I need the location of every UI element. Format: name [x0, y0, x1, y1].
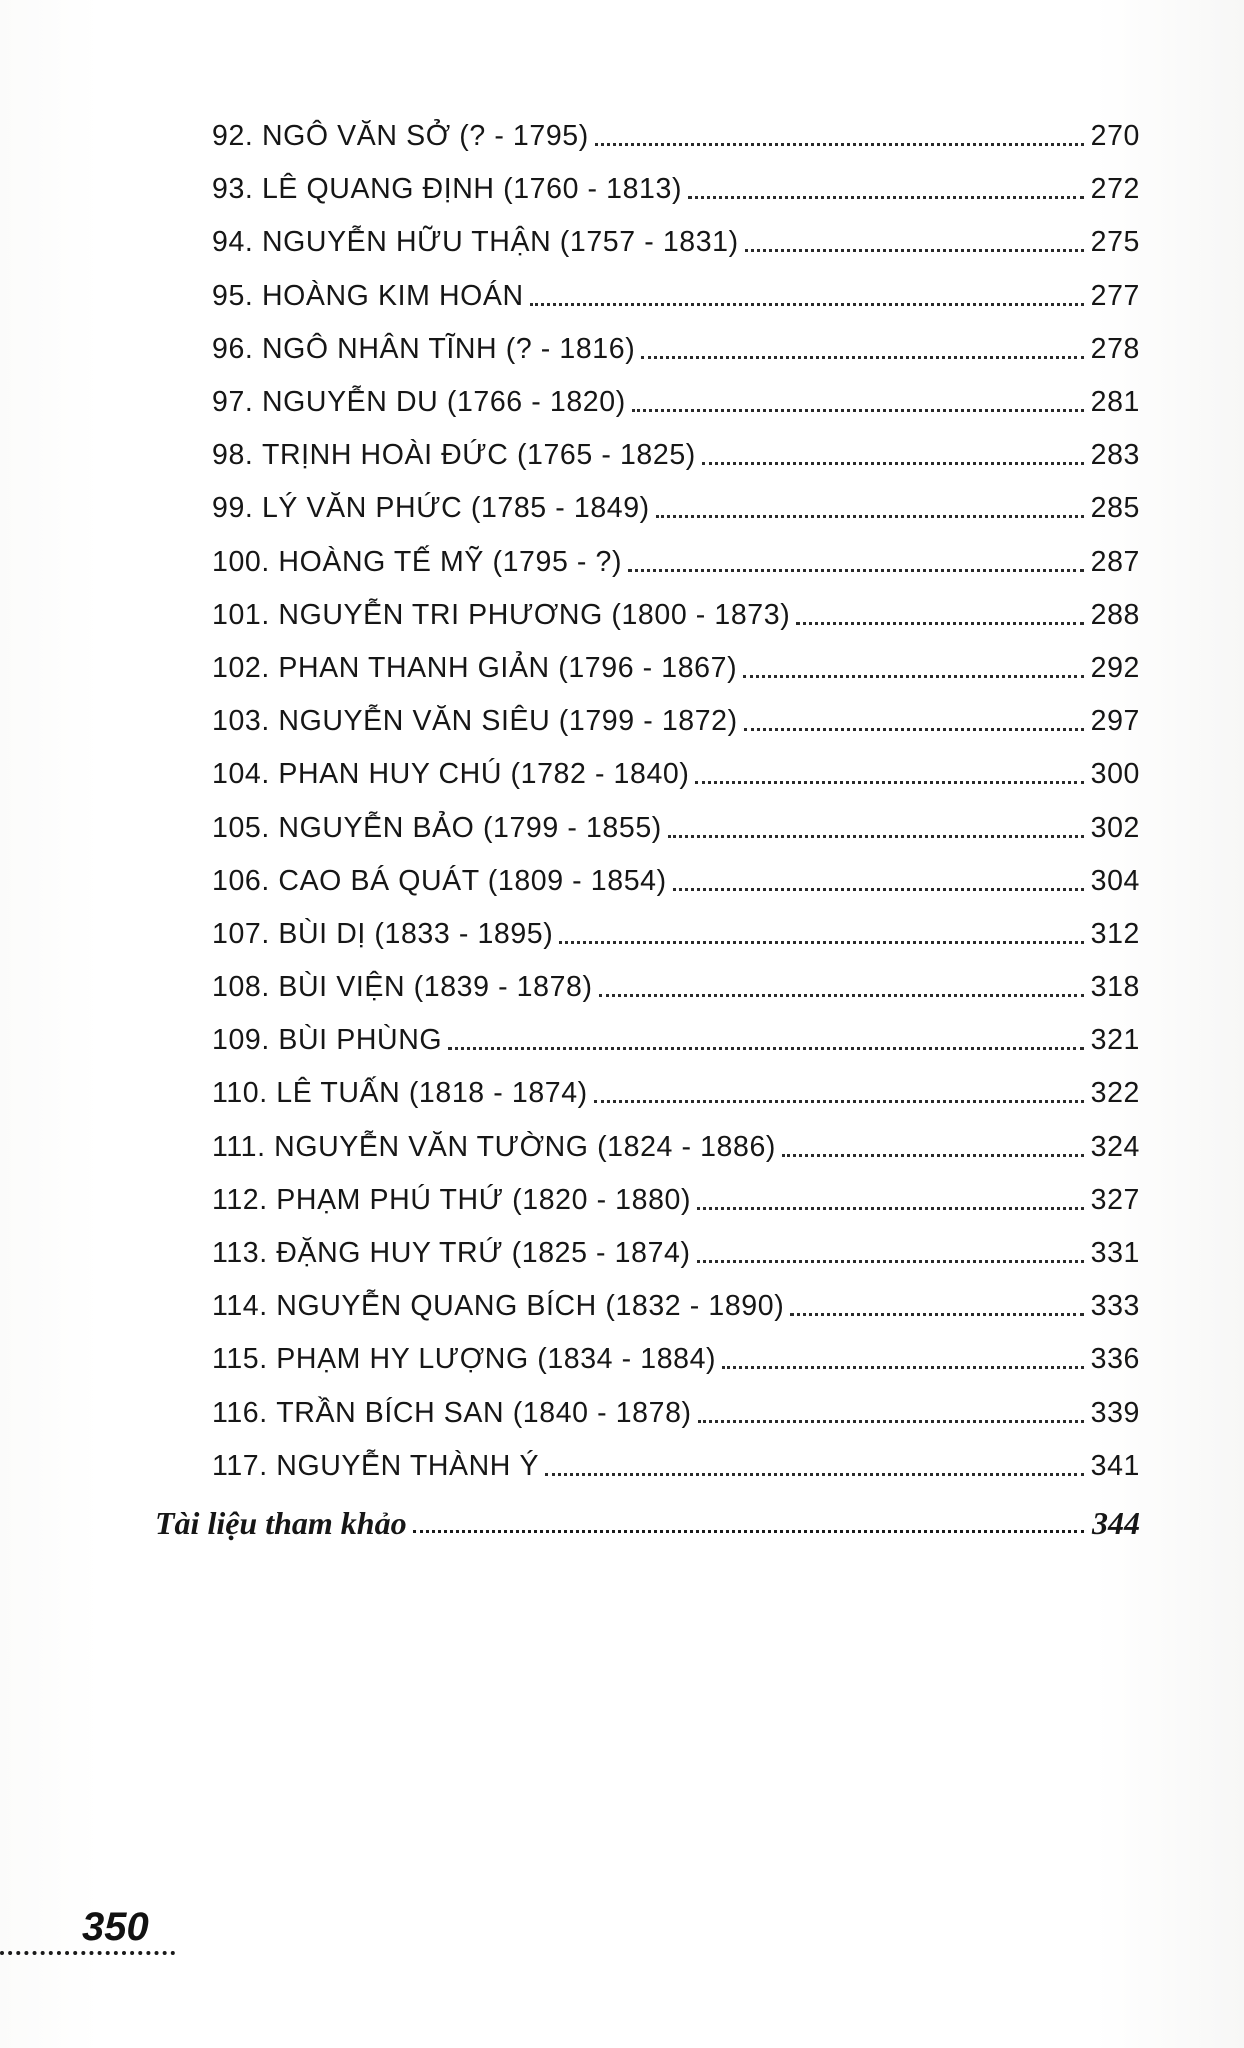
toc-leader-dots: [641, 356, 1084, 359]
toc-entry-number: 106.: [212, 864, 279, 897]
toc-entry-title: LÊ QUANG ĐỊNH (1760 - 1813): [261, 173, 683, 206]
toc-entry-page: 321: [1090, 1024, 1140, 1057]
footer-leader-dots: [0, 1951, 175, 1955]
toc-leader-dots: [697, 1260, 1084, 1263]
toc-leader-dots: [656, 515, 1084, 518]
toc-entry-number: 113.: [212, 1237, 277, 1270]
toc-entry: [0, 748, 1140, 801]
toc-entry-title: NGUYỄN DU (1766 - 1820): [261, 386, 626, 419]
toc-entry-title: PHẠM HY LƯỢNG (1834 - 1884): [276, 1343, 717, 1376]
toc-entry-number: 97.: [212, 386, 262, 419]
toc-entry: [0, 1067, 1140, 1120]
toc-entry-number: 108.: [212, 971, 279, 1004]
toc-leader-dots: [413, 1530, 1084, 1533]
toc-entry: [0, 1280, 1140, 1333]
toc-entry-title: HOÀNG KIM HOÁN: [261, 279, 524, 312]
toc-entry: [0, 482, 1140, 535]
toc-entry: [0, 429, 1140, 482]
toc-leader-dots: [599, 994, 1084, 997]
toc-entry: [0, 110, 1140, 163]
toc-entry-page: 277: [1090, 279, 1140, 312]
toc-entry-page: 297: [1090, 705, 1140, 738]
toc-leader-dots: [790, 1313, 1084, 1316]
toc-leader-dots: [722, 1366, 1084, 1369]
toc-entry-page: 312: [1090, 917, 1140, 950]
toc-entry-number: 95.: [212, 279, 262, 312]
toc-entry-page: 333: [1090, 1290, 1140, 1323]
toc-entry: [0, 695, 1140, 748]
toc-leader-dots: [695, 781, 1084, 784]
toc-entry-title: BÙI DỊ (1833 - 1895): [278, 917, 554, 950]
toc-entry-number: 98.: [212, 439, 262, 472]
toc-leader-dots: [595, 143, 1084, 146]
toc-references-entry: [0, 1493, 1140, 1555]
toc-entry: [0, 163, 1140, 216]
toc-entry-number: 114.: [212, 1290, 277, 1323]
toc-entry-title: NGUYỄN VĂN SIÊU (1799 - 1872): [278, 705, 738, 738]
toc-entry-title: ĐẶNG HUY TRỨ (1825 - 1874): [276, 1237, 691, 1270]
toc-leader-dots: [743, 675, 1084, 678]
toc-entry: [0, 536, 1140, 589]
toc-entry: [0, 216, 1140, 269]
table-of-contents: [0, 110, 1244, 1555]
toc-entry-title: HOÀNG TẾ MỸ (1795 - ?): [278, 545, 623, 578]
toc-entry: [0, 801, 1140, 854]
toc-entry-number: 104.: [212, 758, 279, 791]
toc-entry-title: BÙI VIỆN (1839 - 1878): [278, 971, 593, 1004]
toc-entry: [0, 270, 1140, 323]
toc-entry-title: LÊ TUẤN (1818 - 1874): [276, 1077, 588, 1110]
toc-entry-number: 107.: [212, 917, 279, 950]
toc-leader-dots: [698, 1420, 1084, 1423]
toc-entry-page: 304: [1090, 864, 1140, 897]
toc-leader-dots: [545, 1473, 1084, 1476]
toc-entry-number: 92.: [212, 120, 262, 153]
toc-entry-number: 110.: [212, 1077, 277, 1110]
toc-entry-number: 102.: [212, 651, 279, 684]
page-footer: [0, 1905, 200, 1965]
toc-entry-number: 93.: [212, 173, 262, 206]
toc-entry-title: LÝ VĂN PHỨC (1785 - 1849): [261, 492, 650, 525]
toc-entry: [0, 1014, 1140, 1067]
toc-entry-page: 339: [1090, 1396, 1140, 1429]
toc-entry: [0, 855, 1140, 908]
toc-entry-number: 112.: [212, 1183, 277, 1216]
toc-entry-number: 100.: [212, 545, 279, 578]
toc-leader-dots: [745, 249, 1084, 252]
toc-entry-number: 94.: [212, 226, 262, 259]
toc-leader-dots: [448, 1047, 1084, 1050]
toc-entry-title: NGUYỄN THÀNH Ý: [276, 1449, 540, 1482]
toc-entry-page: 302: [1090, 811, 1140, 844]
toc-entry-page: 270: [1090, 120, 1140, 153]
toc-entry-title: CAO BÁ QUÁT (1809 - 1854): [278, 864, 667, 897]
toc-entry: [0, 1174, 1140, 1227]
toc-entry: [0, 1387, 1140, 1440]
toc-entry-page: 278: [1090, 332, 1140, 365]
toc-entry-title: PHẠM PHÚ THỨ (1820 - 1880): [276, 1183, 692, 1216]
toc-leader-dots: [688, 196, 1084, 199]
toc-entry-number: 109.: [212, 1024, 279, 1057]
toc-leader-dots: [628, 569, 1084, 572]
toc-leader-dots: [697, 1207, 1084, 1210]
toc-entry: [0, 961, 1140, 1014]
toc-entry-title: BÙI PHÙNG: [278, 1024, 443, 1057]
toc-entry-number: 103.: [212, 705, 279, 738]
toc-entry-number: 115.: [212, 1343, 277, 1376]
toc-leader-dots: [702, 462, 1084, 465]
toc-entry: [0, 1333, 1140, 1386]
toc-references-page: 344: [1092, 1505, 1140, 1542]
toc-entry-number: 101.: [212, 598, 279, 631]
toc-entry-page: 283: [1090, 439, 1140, 472]
toc-entry-page: 341: [1090, 1449, 1140, 1482]
toc-entry-title: NGUYỄN HỮU THẬN (1757 - 1831): [261, 226, 739, 259]
toc-entry-page: 285: [1090, 492, 1140, 525]
toc-entry: [0, 1440, 1140, 1493]
toc-leader-dots: [744, 728, 1084, 731]
toc-entry: [0, 1227, 1140, 1280]
toc-entry-title: NGUYỄN TRI PHƯƠNG (1800 - 1873): [278, 598, 791, 631]
toc-entry-page: 281: [1090, 386, 1140, 419]
toc-entry: [0, 908, 1140, 961]
toc-entry-page: 331: [1090, 1237, 1140, 1270]
toc-entry-page: 275: [1090, 226, 1140, 259]
page-number: 350: [82, 1905, 149, 1949]
toc-entry-title: NGÔ VĂN SỞ (? - 1795): [261, 120, 589, 153]
toc-entry-page: 272: [1090, 173, 1140, 206]
toc-entry-page: 287: [1090, 545, 1140, 578]
toc-leader-dots: [796, 622, 1084, 625]
toc-entry-number: 96.: [212, 332, 262, 365]
toc-entry-title: NGÔ NHÂN TĨNH (? - 1816): [261, 332, 636, 365]
toc-entry-title: TRẦN BÍCH SAN (1840 - 1878): [276, 1396, 692, 1429]
toc-leader-dots: [594, 1100, 1084, 1103]
toc-entry-page: 300: [1090, 758, 1140, 791]
toc-entry-title: TRỊNH HOÀI ĐỨC (1765 - 1825): [261, 439, 696, 472]
toc-references-title: Tài liệu tham khảo: [155, 1505, 407, 1542]
toc-entry-page: 288: [1090, 598, 1140, 631]
toc-entry: [0, 1121, 1140, 1174]
toc-leader-dots: [782, 1154, 1084, 1157]
toc-entry-number: 111.: [212, 1130, 275, 1163]
toc-entry-number: 116.: [212, 1396, 277, 1429]
toc-entry-title: NGUYỄN VĂN TƯỜNG (1824 - 1886): [274, 1130, 776, 1163]
toc-entry-title: NGUYỄN QUANG BÍCH (1832 - 1890): [276, 1290, 785, 1323]
toc-entry-page: 322: [1090, 1077, 1140, 1110]
toc-entry: [0, 376, 1140, 429]
toc-entry-page: 292: [1090, 651, 1140, 684]
toc-leader-dots: [559, 941, 1084, 944]
toc-leader-dots: [668, 835, 1084, 838]
toc-entry: [0, 589, 1140, 642]
toc-entry: [0, 323, 1140, 376]
toc-entry-number: 99.: [212, 492, 262, 525]
toc-entry-number: 105.: [212, 811, 279, 844]
toc-entry-page: 327: [1090, 1183, 1140, 1216]
toc-entry-page: 318: [1090, 971, 1140, 1004]
toc-entry-number: 117.: [212, 1449, 277, 1482]
toc-entry-title: PHAN THANH GIẢN (1796 - 1867): [278, 651, 738, 684]
toc-leader-dots: [673, 888, 1084, 891]
toc-entry-page: 336: [1090, 1343, 1140, 1376]
toc-leader-dots: [632, 409, 1084, 412]
toc-entry-title: PHAN HUY CHÚ (1782 - 1840): [278, 758, 690, 791]
toc-entry-title: NGUYỄN BẢO (1799 - 1855): [278, 811, 662, 844]
toc-entry-page: 324: [1090, 1130, 1140, 1163]
toc-entry: [0, 642, 1140, 695]
toc-leader-dots: [530, 303, 1084, 306]
